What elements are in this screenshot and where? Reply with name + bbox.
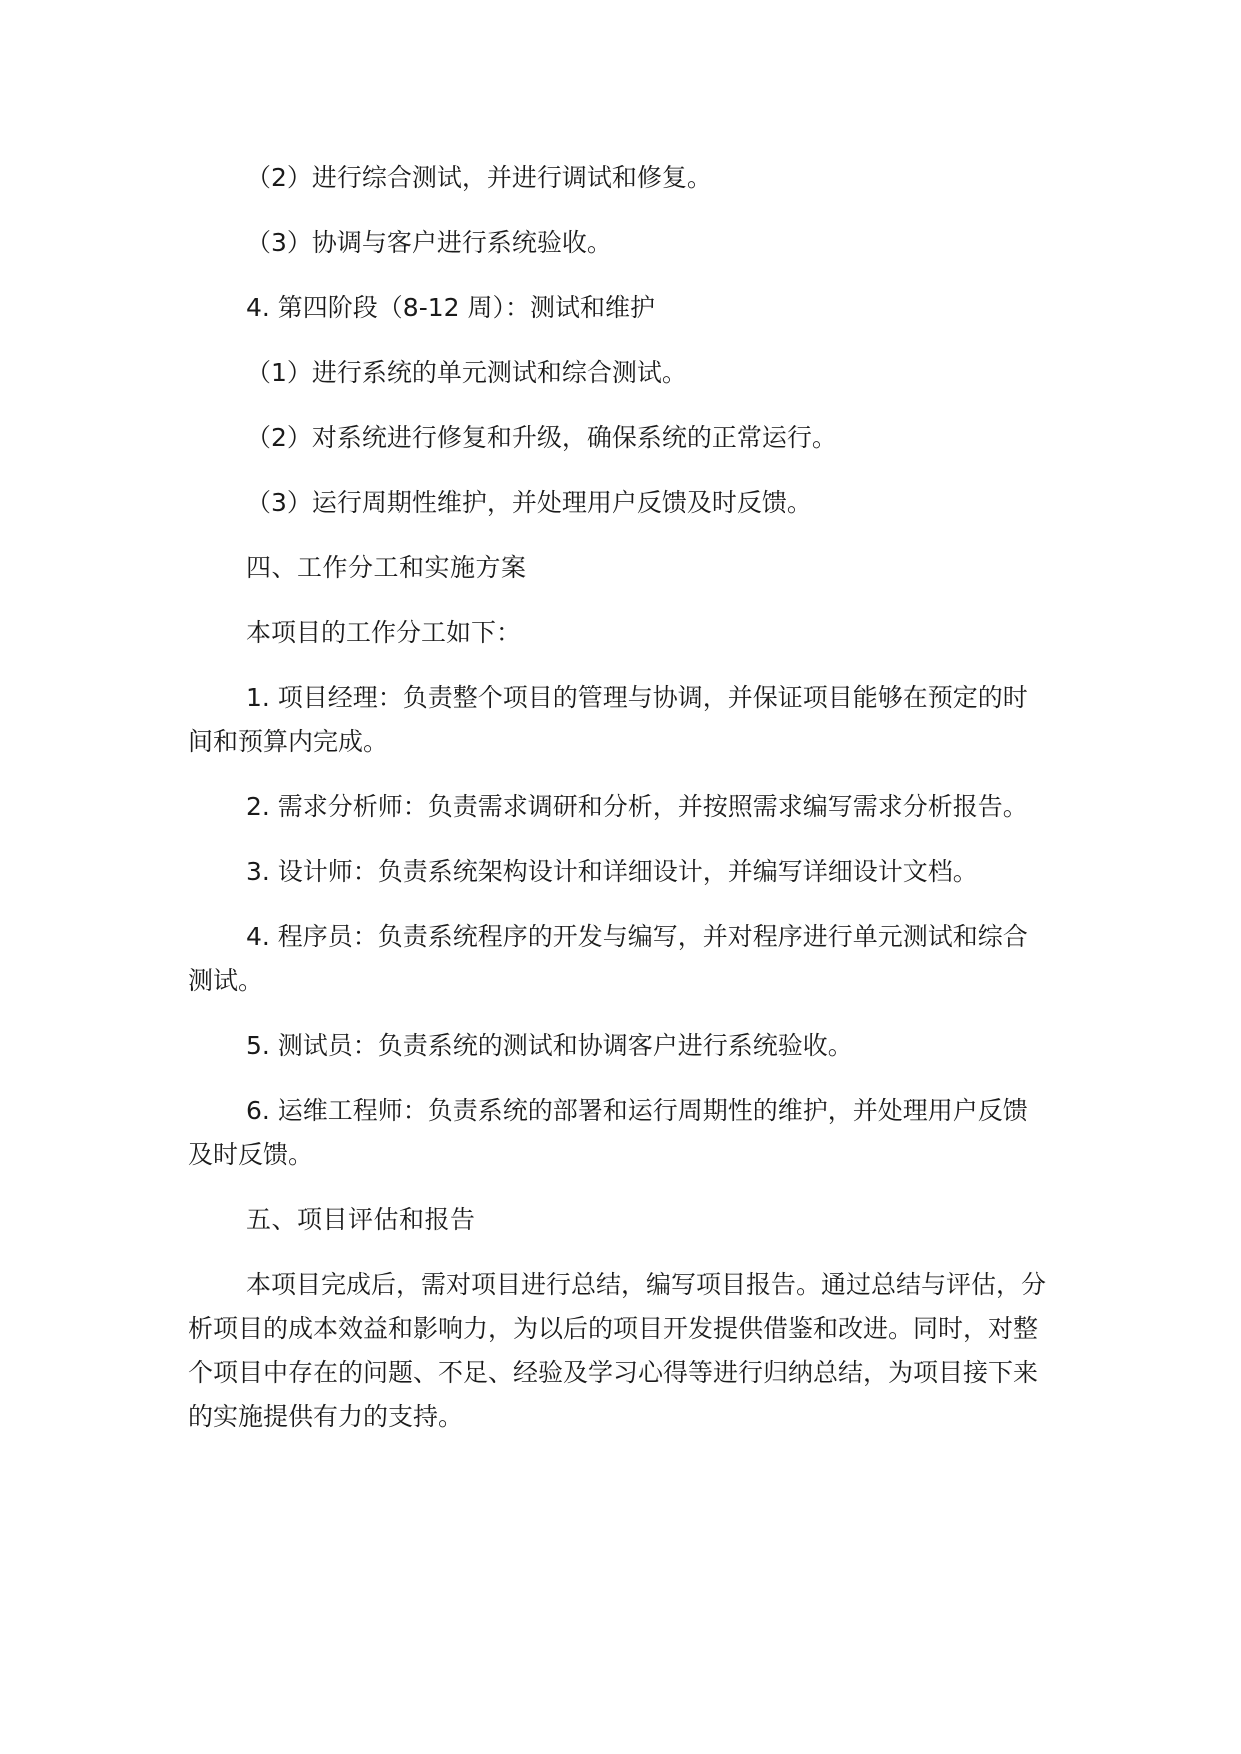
paragraph-role-tester: 5. 测试员：负责系统的测试和协调客户进行系统验收。 (246, 1031, 853, 1060)
paragraph-phase4-item2: （2）对系统进行修复和升级，确保系统的正常运行。 (246, 423, 837, 452)
paragraph-division-intro: 本项目的工作分工如下： (246, 618, 522, 647)
paragraph-phase4-title: 4. 第四阶段（8-12 周）：测试和维护 (246, 293, 655, 322)
paragraph-role-programmer: 4. 程序员：负责系统程序的开发与编写，并对程序进行单元测试和综合测试。 (188, 922, 1028, 995)
paragraph-phase3-item3: （3）协调与客户进行系统验收。 (246, 228, 612, 257)
paragraph-phase4-item1: （1）进行系统的单元测试和综合测试。 (246, 358, 687, 387)
paragraph-role-requirements-analyst: 2. 需求分析师：负责需求调研和分析，并按照需求编写需求分析报告。 (246, 792, 1028, 821)
section-heading-division-of-work: 四、工作分工和实施方案 (246, 553, 527, 582)
paragraph-phase3-item2: （2）进行综合测试，并进行调试和修复。 (246, 163, 712, 192)
paragraph-phase4-item3: （3）运行周期性维护，并处理用户反馈及时反馈。 (246, 488, 812, 517)
section-heading-evaluation-report: 五、项目评估和报告 (246, 1205, 476, 1234)
paragraph-role-ops-engineer: 6. 运维工程师：负责系统的部署和运行周期性的维护，并处理用户反馈及时反馈。 (188, 1096, 1028, 1169)
paragraph-role-designer: 3. 设计师：负责系统架构设计和详细设计，并编写详细设计文档。 (246, 857, 978, 886)
paragraph-evaluation-body: 本项目完成后，需对项目进行总结，编写项目报告。通过总结与评估，分析项目的成本效益和影响力，为以后的项目开发提供借鉴和改进。同时，对整个项目中存在的问题、不足、经验及学习心得等进行归纳总结，为项目接下来的实施提供有力的支持。 (188, 1270, 1047, 1431)
document-body (188, 156, 1048, 1460)
paragraph-role-project-manager: 1. 项目经理：负责整个项目的管理与协调，并保证项目能够在预定的时间和预算内完成。 (188, 683, 1028, 756)
